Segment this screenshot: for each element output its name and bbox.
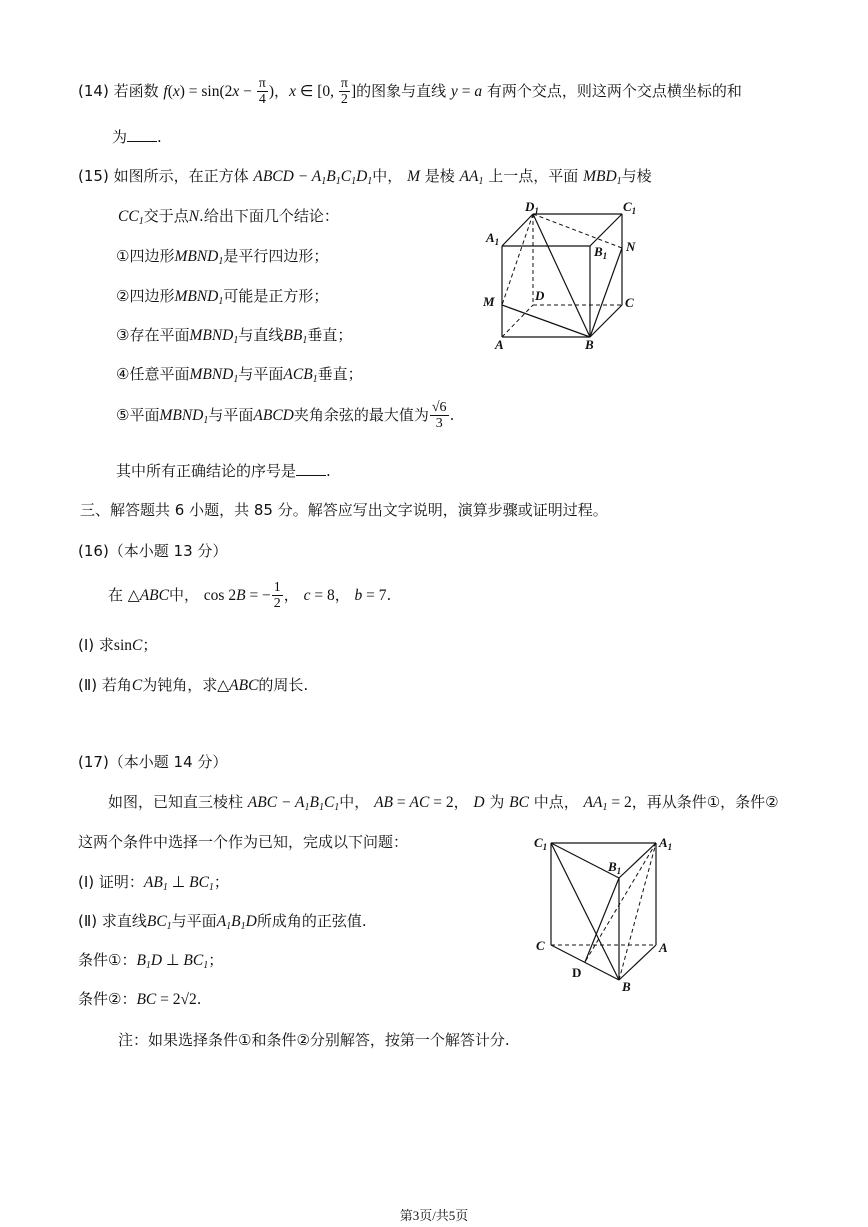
- label-A: A: [495, 337, 504, 352]
- fraction: $\frac{\pi}{2}$: [340, 76, 348, 107]
- page-footer: 第3页/共5页: [399, 1208, 469, 1223]
- label-B1: $B_1$: [608, 859, 622, 876]
- fraction: $\frac{1}{2}$: [273, 580, 281, 611]
- answer-blank: [127, 127, 157, 142]
- label-D: D: [535, 288, 545, 303]
- q14-line1: (14) 若函数 f(x) = sin(2x − $\frac{\pi}{4}$ )，x ∈ [0, $\frac{\pi}{2}$ ]的图象与直线 y = a 有两个交点，则这两个交点横坐标的和: [78, 76, 742, 107]
- label-D1: $D_1$: [525, 199, 539, 216]
- label-C1: $C_1$: [534, 835, 548, 852]
- label-C: C: [625, 295, 634, 310]
- q16-part1: (Ⅰ) 求sinC；: [78, 636, 158, 654]
- answer-blank: [296, 461, 326, 476]
- label-C1: $C_1$: [623, 199, 637, 216]
- q17-line2: 这两个条件中选择一个作为已知，完成以下问题：: [78, 833, 409, 851]
- math-expression: f: [163, 83, 168, 100]
- q16-given: 在 △ABC中， cos 2B = − $\frac{1}{2}$ ， c = 8， b = 7.: [108, 580, 392, 611]
- label-A1: $A_1$: [659, 835, 673, 852]
- q16-part2: (Ⅱ) 若角C为钝角，求△ABC的周长.: [78, 676, 309, 694]
- label-A1: $A_1$: [486, 230, 500, 247]
- label-B1: $B_1$: [594, 244, 608, 261]
- fraction: $\frac{\pi}{4}$: [258, 76, 266, 107]
- fraction: $\frac{√6}{3}$: [431, 400, 447, 431]
- q15-line2: $CC_1$交于点N.给出下面几个结论：: [118, 207, 339, 227]
- label-A: A: [659, 940, 668, 955]
- section-3-heading: 三、解答题共 6 小题，共 85 分。解答应写出文字说明，演算步骤或证明过程。: [80, 501, 608, 519]
- q15-statement-5: ⑤平面$MBND_1$与平面ABCD夹角余弦的最大值为 $\frac{√6}{3}$ .: [116, 400, 455, 431]
- q17-condition-2: 条件②：BC = 2√2.: [78, 990, 202, 1008]
- q17-part2: (Ⅱ) 求直线$BC_1$与平面$A_1B_1D$所成角的正弦值.: [78, 912, 367, 932]
- q17-condition-1: 条件①：$B_1D$ ⊥ $BC_1$；: [78, 951, 224, 971]
- q17-part1: (Ⅰ) 证明：$AB_1$ ⊥ $BC_1$；: [78, 873, 229, 893]
- prism-figure: [528, 828, 688, 998]
- label-B: B: [622, 979, 631, 994]
- q17-heading: (17)（本小题 14 分）: [78, 753, 228, 771]
- label-C: C: [536, 938, 545, 953]
- q14-line2: 为 .: [112, 128, 162, 146]
- label-B: B: [585, 337, 594, 352]
- q16-heading: (16)（本小题 13 分）: [78, 542, 228, 560]
- q17-line1: 如图，已知直三棱柱 ABC − $A_1B_1C_1$中， AB = AC = 2， D 为 BC 中点， $AA_1 = 2$，再从条件①，条件②: [108, 793, 779, 813]
- q15-statement-4: ④任意平面$MBND_1$与平面$ACB_1$垂直；: [116, 365, 363, 385]
- label-N: N: [626, 239, 636, 254]
- q15-statement-2: ②四边形$MBND_1$可能是正方形；: [116, 287, 329, 307]
- q15-statement-3: ③存在平面$MBND_1$与直线$BB_1$垂直；: [116, 326, 353, 346]
- cube-figure: [478, 195, 648, 355]
- q15-ask: 其中所有正确结论的序号是 .: [116, 462, 331, 480]
- label-M: M: [483, 294, 495, 309]
- q15-statement-1: ①四边形$MBND_1$是平行四边形；: [116, 247, 329, 267]
- label-D: D: [572, 965, 582, 980]
- q15-line1: (15) 如图所示，在正方体 ABCD − $A_1B_1C_1D_1$中， M 是棱 $AA_1$ 上一点，平面 $MBD_1$与棱: [78, 167, 652, 187]
- q17-note: 注：如果选择条件①和条件②分别解答，按第一个解答计分.: [118, 1031, 510, 1049]
